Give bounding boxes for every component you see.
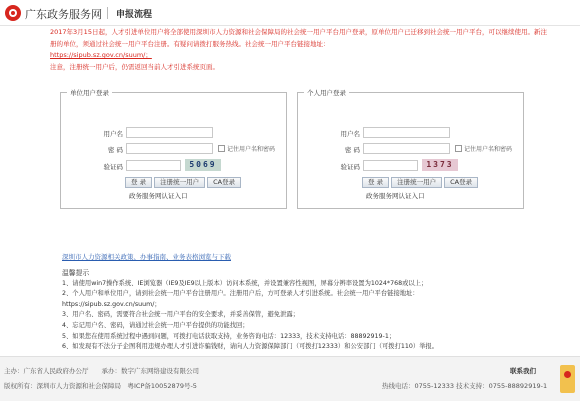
suum-link[interactable]: https://sipub.sz.gov.cn/suum/；: [50, 51, 152, 59]
help-section: [62, 268, 532, 353]
person-captcha-image[interactable]: 1373: [422, 159, 458, 171]
person-captcha-input[interactable]: [363, 160, 418, 171]
unit-remember[interactable]: [218, 144, 275, 153]
person-remember-label: 记住用户名和密码: [464, 146, 513, 153]
unit-auth-link[interactable]: 政务服务网认证入口: [129, 192, 188, 200]
help-title: 温馨提示: [62, 269, 90, 277]
help-item: 3、用户名、密码，需要符合社会统一用户平台的安全要求，并妥善保管，避免泄露；: [62, 311, 299, 319]
person-username-label: 用户名: [340, 130, 360, 138]
help-item: 2、个人用户和单位用户，请到社会统一用户平台注册用户。注册用户后，方可登录人才引进系统。社会统一用户平台链接地址：: [62, 290, 419, 298]
unit-password-input[interactable]: [126, 143, 213, 154]
unit-captcha-image[interactable]: 5069: [185, 159, 221, 171]
unit-username-row: [61, 127, 286, 139]
notice-note: 注意，注册统一用户后，仍需返回当前人才引进系统页面。: [50, 62, 219, 71]
person-username-input[interactable]: [363, 127, 450, 138]
person-login-panel: [297, 89, 524, 209]
person-password-label: 密 码: [344, 146, 360, 154]
notice-paragraph: 2017年3月15日起，人才引进单位用户将全部使用深圳市人力资源和社会保障局的社会统一用户平台用户登录，原单位用户已迁移到社会统一用户平台，可以继续使用。新注册的单位，须通过社会统一用户平台注册。有疑问请拨打服务热线。社会统一用户平台链接地址：: [50, 28, 547, 48]
header-divider: [107, 7, 108, 19]
person-login-button[interactable]: 登 录: [362, 177, 389, 188]
person-register-button[interactable]: 注册统一用户: [391, 177, 442, 188]
unit-captcha-row: [61, 160, 286, 172]
person-captcha-label: 验证码: [340, 163, 360, 171]
header: [0, 0, 580, 26]
unit-captcha-input[interactable]: [126, 160, 181, 171]
gov-badge-icon[interactable]: [560, 365, 575, 393]
help-item: https://sipub.sz.gov.cn/suum/；: [62, 300, 161, 308]
person-captcha-row: [298, 160, 523, 172]
help-item: 6、如发现有不法分子企图利用违规办理人才引进诈骗钱财，请向人力资源保障部门（可拨打12333）和公安部门（可拨打110）举报。: [62, 343, 439, 351]
unit-ca-login-button[interactable]: CA登录: [207, 177, 241, 188]
person-button-row: [362, 177, 478, 188]
unit-remember-checkbox[interactable]: [218, 145, 225, 152]
help-item: 4、忘记用户名、密码，请通过社会统一用户平台提供的功能找回；: [62, 321, 249, 329]
person-password-row: [298, 143, 523, 155]
person-remember[interactable]: [455, 144, 512, 153]
person-username-row: [298, 127, 523, 139]
person-password-input[interactable]: [363, 143, 450, 154]
footer-hotline: 热线电话：0755-12333 技术支持：0755-88892919-1: [382, 382, 548, 390]
unit-button-row: [125, 177, 241, 188]
person-login-legend: 个人用户登录: [304, 88, 349, 97]
help-item: 5、如果您在使用系统过程中遇到问题，可拨打电话获取支持，业务咨询电话：12333，技术支持电话：88892919-1；: [62, 332, 396, 340]
person-ca-login-button[interactable]: CA登录: [444, 177, 478, 188]
unit-username-label: 用户名: [103, 130, 123, 138]
site-name[interactable]: 广东政务服务网: [25, 8, 102, 21]
unit-login-legend: 单位用户登录: [67, 88, 112, 97]
unit-password-row: [61, 143, 286, 155]
unit-captcha-label: 验证码: [103, 163, 123, 171]
footer: [0, 356, 580, 401]
notice: [50, 27, 550, 73]
contact-us-link[interactable]: 联系我们: [510, 367, 536, 375]
unit-remember-label: 记住用户名和密码: [227, 146, 276, 153]
unit-login-button[interactable]: 登 录: [125, 177, 152, 188]
unit-password-label: 密 码: [107, 146, 123, 154]
person-auth-link[interactable]: 政务服务网认证入口: [366, 192, 425, 200]
unit-register-button[interactable]: 注册统一用户: [154, 177, 205, 188]
gov-logo-icon[interactable]: [5, 5, 21, 21]
page-title: 申报流程: [116, 10, 153, 20]
person-remember-checkbox[interactable]: [455, 145, 462, 152]
unit-login-panel: [60, 89, 287, 209]
footer-sponsor: 主办：广东省人民政府办公厅 承办：数字广东网络建设有限公司: [4, 367, 199, 375]
unit-username-input[interactable]: [126, 127, 213, 138]
help-item: 1、请使用win7操作系统、IE浏览器（IE9及IE9以上版本）访问本系统，并设置兼容性视图，屏幕分辨率设置为1024*768或以上；: [62, 279, 428, 287]
footer-record: 版权所有：深圳市人力资源和社会保障局 粤ICP备10052879号-5: [4, 382, 197, 390]
policy-download-link[interactable]: 深圳市人力资源相关政策、办事指南、业务表格浏览与下载: [62, 253, 231, 261]
